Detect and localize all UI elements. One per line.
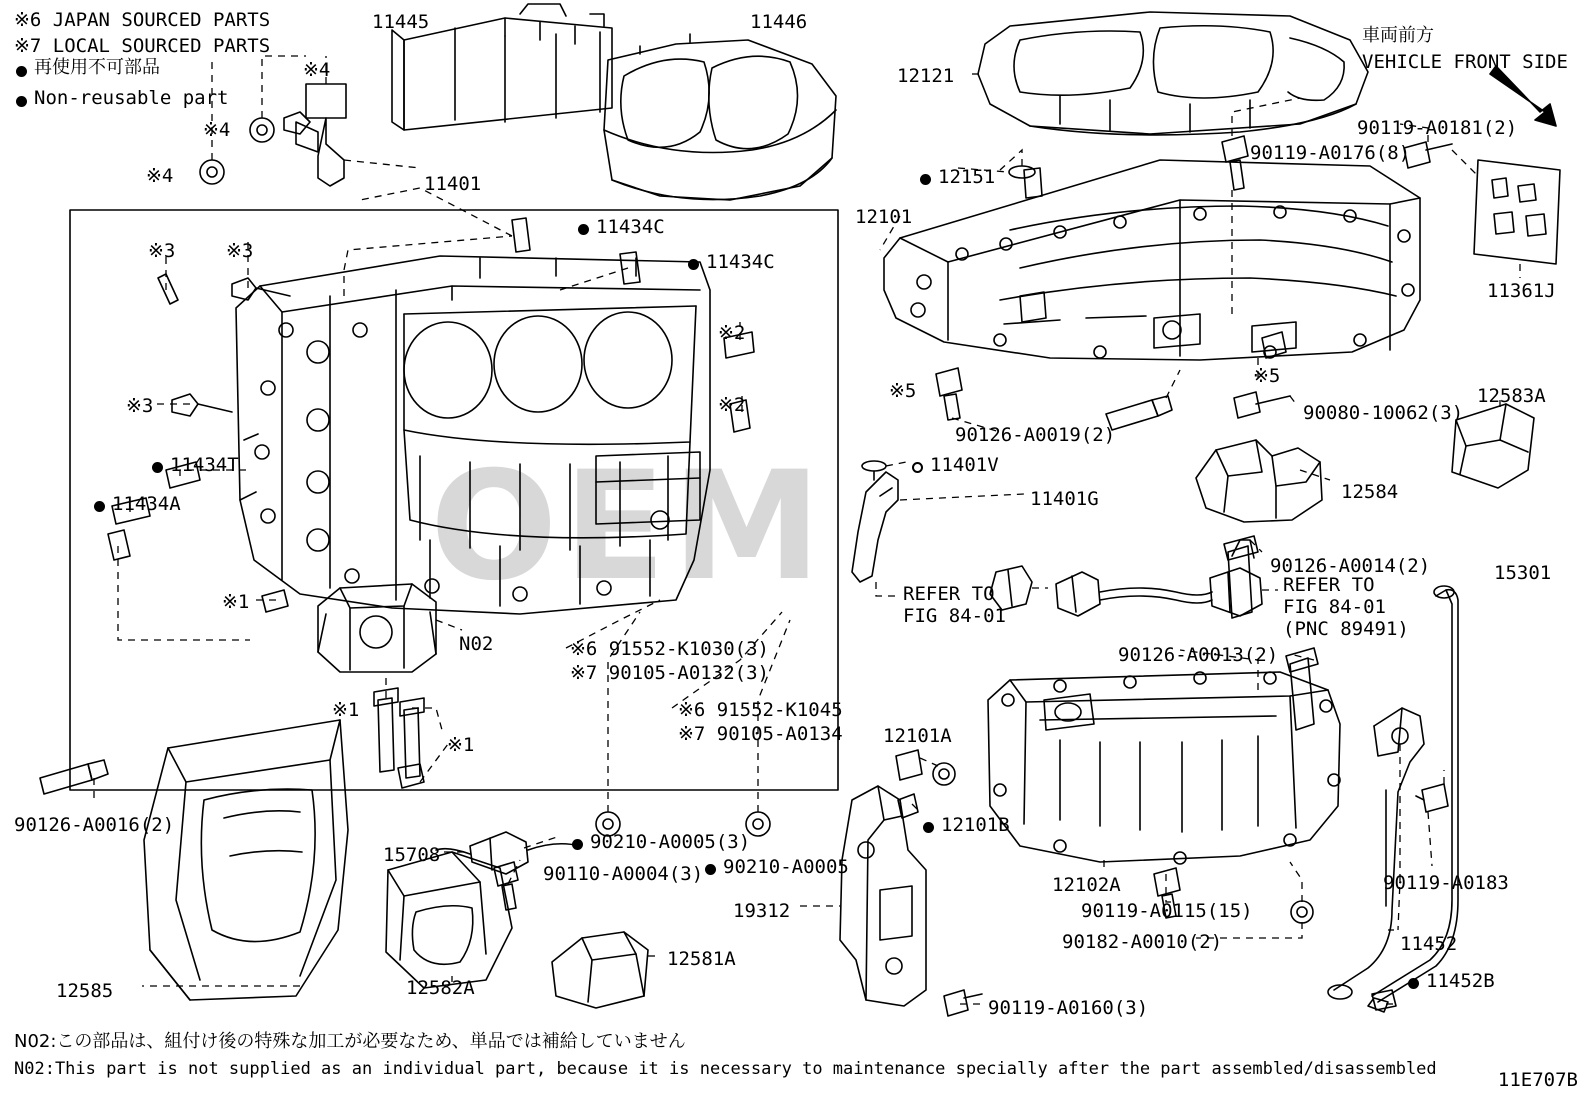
part-callout: FIG 84-01 bbox=[1283, 596, 1386, 618]
part-callout: 11401V bbox=[930, 454, 999, 476]
part-callout: 90210-A0005(3) bbox=[590, 831, 751, 853]
non-reusable-marker bbox=[705, 864, 716, 875]
part-callout: ※2 bbox=[718, 394, 746, 416]
part-callout: ※4 bbox=[303, 59, 331, 81]
part-callout: 15301 bbox=[1494, 562, 1552, 584]
part-callout: 90126-A0014(2) bbox=[1270, 555, 1431, 577]
non-reusable-marker bbox=[920, 174, 931, 185]
part-callout: 11445 bbox=[372, 11, 430, 33]
part-callout: 12582A bbox=[406, 977, 475, 999]
part-callout: FIG 84-01 bbox=[903, 605, 1006, 627]
part-callout: 90119-A0183 bbox=[1383, 872, 1509, 894]
part-callout: ※6 91552-K1030(3) bbox=[570, 638, 769, 660]
part-callout: 11434T bbox=[170, 454, 239, 476]
note-en: N02:This part is not supplied as an individual part, because it is necessary to maintenance specially after the part assembled/disassembled bbox=[14, 1059, 1437, 1079]
part-callout: 90110-A0004(3) bbox=[543, 863, 704, 885]
non-reusable-marker bbox=[1408, 978, 1419, 989]
part-callout: ※4 bbox=[203, 119, 231, 141]
legend-line-2: ※7 LOCAL SOURCED PARTS bbox=[14, 35, 271, 57]
part-callout: 11452 bbox=[1400, 933, 1458, 955]
part-callout: N02 bbox=[459, 633, 494, 655]
non-reusable-marker bbox=[688, 259, 699, 270]
part-callout: 12584 bbox=[1341, 481, 1399, 503]
part-callout: (PNC 89491) bbox=[1283, 618, 1409, 640]
non-reusable-marker bbox=[578, 224, 589, 235]
non-reusable-marker bbox=[94, 501, 105, 512]
part-callout: 90182-A0010(2) bbox=[1062, 931, 1223, 953]
legend-line-3: 再使用不可部品 bbox=[34, 57, 160, 78]
part-callout: 12151 bbox=[938, 166, 996, 188]
legend-line-4: Non-reusable part bbox=[34, 87, 229, 109]
part-callout: REFER TO bbox=[903, 583, 995, 605]
non-reusable-dot-en bbox=[16, 96, 27, 107]
part-callout: 90119-A0181(2) bbox=[1357, 117, 1518, 139]
part-callout: 90210-A0005 bbox=[723, 856, 849, 878]
part-callout: 12585 bbox=[56, 980, 114, 1002]
part-callout: 12583A bbox=[1477, 385, 1546, 407]
part-callout: 11434C bbox=[596, 216, 665, 238]
part-callout: ※1 bbox=[332, 699, 360, 721]
part-callout: 90126-A0019(2) bbox=[955, 424, 1116, 446]
part-callout: ※7 90105-A0134 bbox=[678, 723, 843, 745]
non-reusable-marker bbox=[923, 822, 934, 833]
watermark: OEM bbox=[430, 440, 828, 614]
part-callout: 90119-A0176(8) bbox=[1250, 142, 1411, 164]
part-callout: 90119-A0160(3) bbox=[988, 997, 1149, 1019]
part-callout: ※3 bbox=[226, 240, 254, 262]
part-callout: ※2 bbox=[718, 322, 746, 344]
part-callout: ※6 91552-K1045 bbox=[678, 699, 843, 721]
part-callout: ※5 bbox=[889, 380, 917, 402]
diagram-code: 11E707B bbox=[1497, 1069, 1578, 1091]
part-callout: 11434C bbox=[706, 251, 775, 273]
note-jp: N02:この部品は、組付け後の特殊な加工が必要なため、単品では補給していません bbox=[14, 1031, 686, 1052]
vehicle-front-en: VEHICLE FRONT SIDE bbox=[1362, 51, 1568, 73]
part-callout: 11434A bbox=[112, 493, 181, 515]
part-callout: 11401G bbox=[1030, 488, 1099, 510]
part-callout: ※3 bbox=[148, 240, 176, 262]
part-callout: 11361J bbox=[1487, 280, 1556, 302]
part-callout: 90119-A0115(15) bbox=[1081, 900, 1253, 922]
part-callout: 11446 bbox=[750, 11, 808, 33]
legend-line-1: ※6 JAPAN SOURCED PARTS bbox=[14, 9, 271, 31]
part-callout: 11452B bbox=[1426, 970, 1495, 992]
part-callout: 15708 bbox=[383, 844, 441, 866]
non-reusable-dot-jp bbox=[16, 66, 27, 77]
part-callout: 12581A bbox=[667, 948, 736, 970]
part-callout: 12101A bbox=[883, 725, 952, 747]
part-callout: ※1 bbox=[447, 734, 475, 756]
part-callout: ※7 90105-A0132(3) bbox=[570, 662, 769, 684]
part-callout: 19312 bbox=[733, 900, 791, 922]
vehicle-front-jp: 車両前方 bbox=[1362, 25, 1434, 46]
part-callout: 90080-10062(3) bbox=[1303, 402, 1464, 424]
part-callout: 12101 bbox=[855, 206, 913, 228]
part-callout: 12102A bbox=[1052, 874, 1121, 896]
part-callout: ※3 bbox=[126, 395, 154, 417]
non-reusable-marker bbox=[572, 839, 583, 850]
part-callout: 11401 bbox=[424, 173, 482, 195]
non-reusable-marker bbox=[152, 462, 163, 473]
part-callout: ※4 bbox=[146, 165, 174, 187]
part-callout: ※1 bbox=[222, 591, 250, 613]
part-callout: ※5 bbox=[1253, 365, 1281, 387]
part-callout: 90126-A0013(2) bbox=[1118, 644, 1279, 666]
part-callout: REFER TO bbox=[1283, 574, 1375, 596]
part-callout: 12101B bbox=[941, 814, 1010, 836]
part-callout: 90126-A0016(2) bbox=[14, 814, 175, 836]
part-callout: 12121 bbox=[897, 65, 955, 87]
oring-marker bbox=[912, 462, 923, 473]
